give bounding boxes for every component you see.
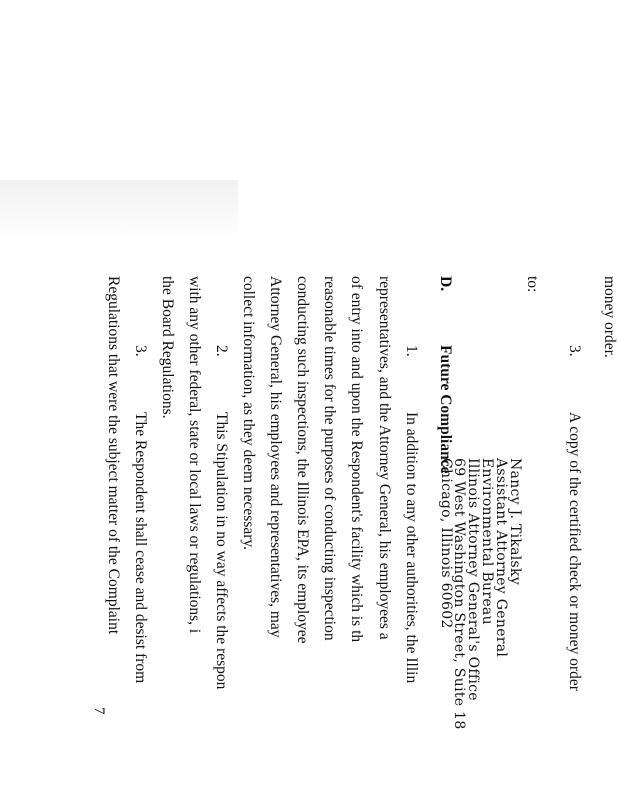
- paragraph-3-line: Regulations that were the subject matter of the Complaint: [105, 276, 122, 635]
- paragraph-2-number: 2.: [213, 345, 230, 357]
- paragraph-1-line: representatives, and the Attorney General, his employees a: [376, 276, 393, 640]
- address-line: Nancy J. Tikalsky: [507, 458, 523, 586]
- scan-smear: [0, 180, 238, 240]
- paragraph-2-line: the Board Regulations.: [159, 276, 176, 419]
- paragraph-1-line: In addition to any other authorities, the Illin: [403, 412, 420, 684]
- section-title: Future Compliance: [437, 345, 454, 474]
- address-line: Environmental Bureau: [479, 458, 495, 625]
- paragraph-1-line: Attorney General, his employees and representatives, may: [267, 276, 284, 638]
- page-number: 7: [91, 707, 107, 715]
- address-line: Chicago, Illinois 60602: [438, 458, 454, 629]
- section-letter: D.: [437, 276, 454, 292]
- paragraph-1-line: of entry into and upon the Respondent's facility which is th: [348, 276, 365, 643]
- address-line: Assistant Attorney General: [493, 458, 509, 658]
- paragraph-2-line: with any other federal, state or local laws or regulations, i: [186, 276, 203, 634]
- paragraph-1-number: 1.: [403, 345, 420, 357]
- item-3-number: 3.: [566, 345, 583, 357]
- paragraph-1-line: reasonable times for the purposes of conducting inspection: [321, 276, 338, 641]
- paragraph-3-line: The Respondent shall cease and desist from: [132, 412, 149, 684]
- item-3-text: A copy of the certified check or money order: [566, 412, 583, 691]
- address-line: 69 West Washington Street, Suite 18: [451, 458, 467, 730]
- paragraph-2-line: This Stipulation in no way affects the respon: [213, 412, 230, 690]
- paragraph-3-number: 3.: [132, 345, 149, 357]
- to-label: to:: [524, 276, 541, 293]
- money-order-line: money order.: [601, 276, 618, 358]
- paragraph-1-line: collect information, as they deem necessary.: [240, 276, 257, 551]
- paragraph-1-line: conducting such inspections, the Illinois EPA, its employee: [294, 276, 311, 644]
- address-line: Illinois Attorney General's Office: [465, 458, 481, 701]
